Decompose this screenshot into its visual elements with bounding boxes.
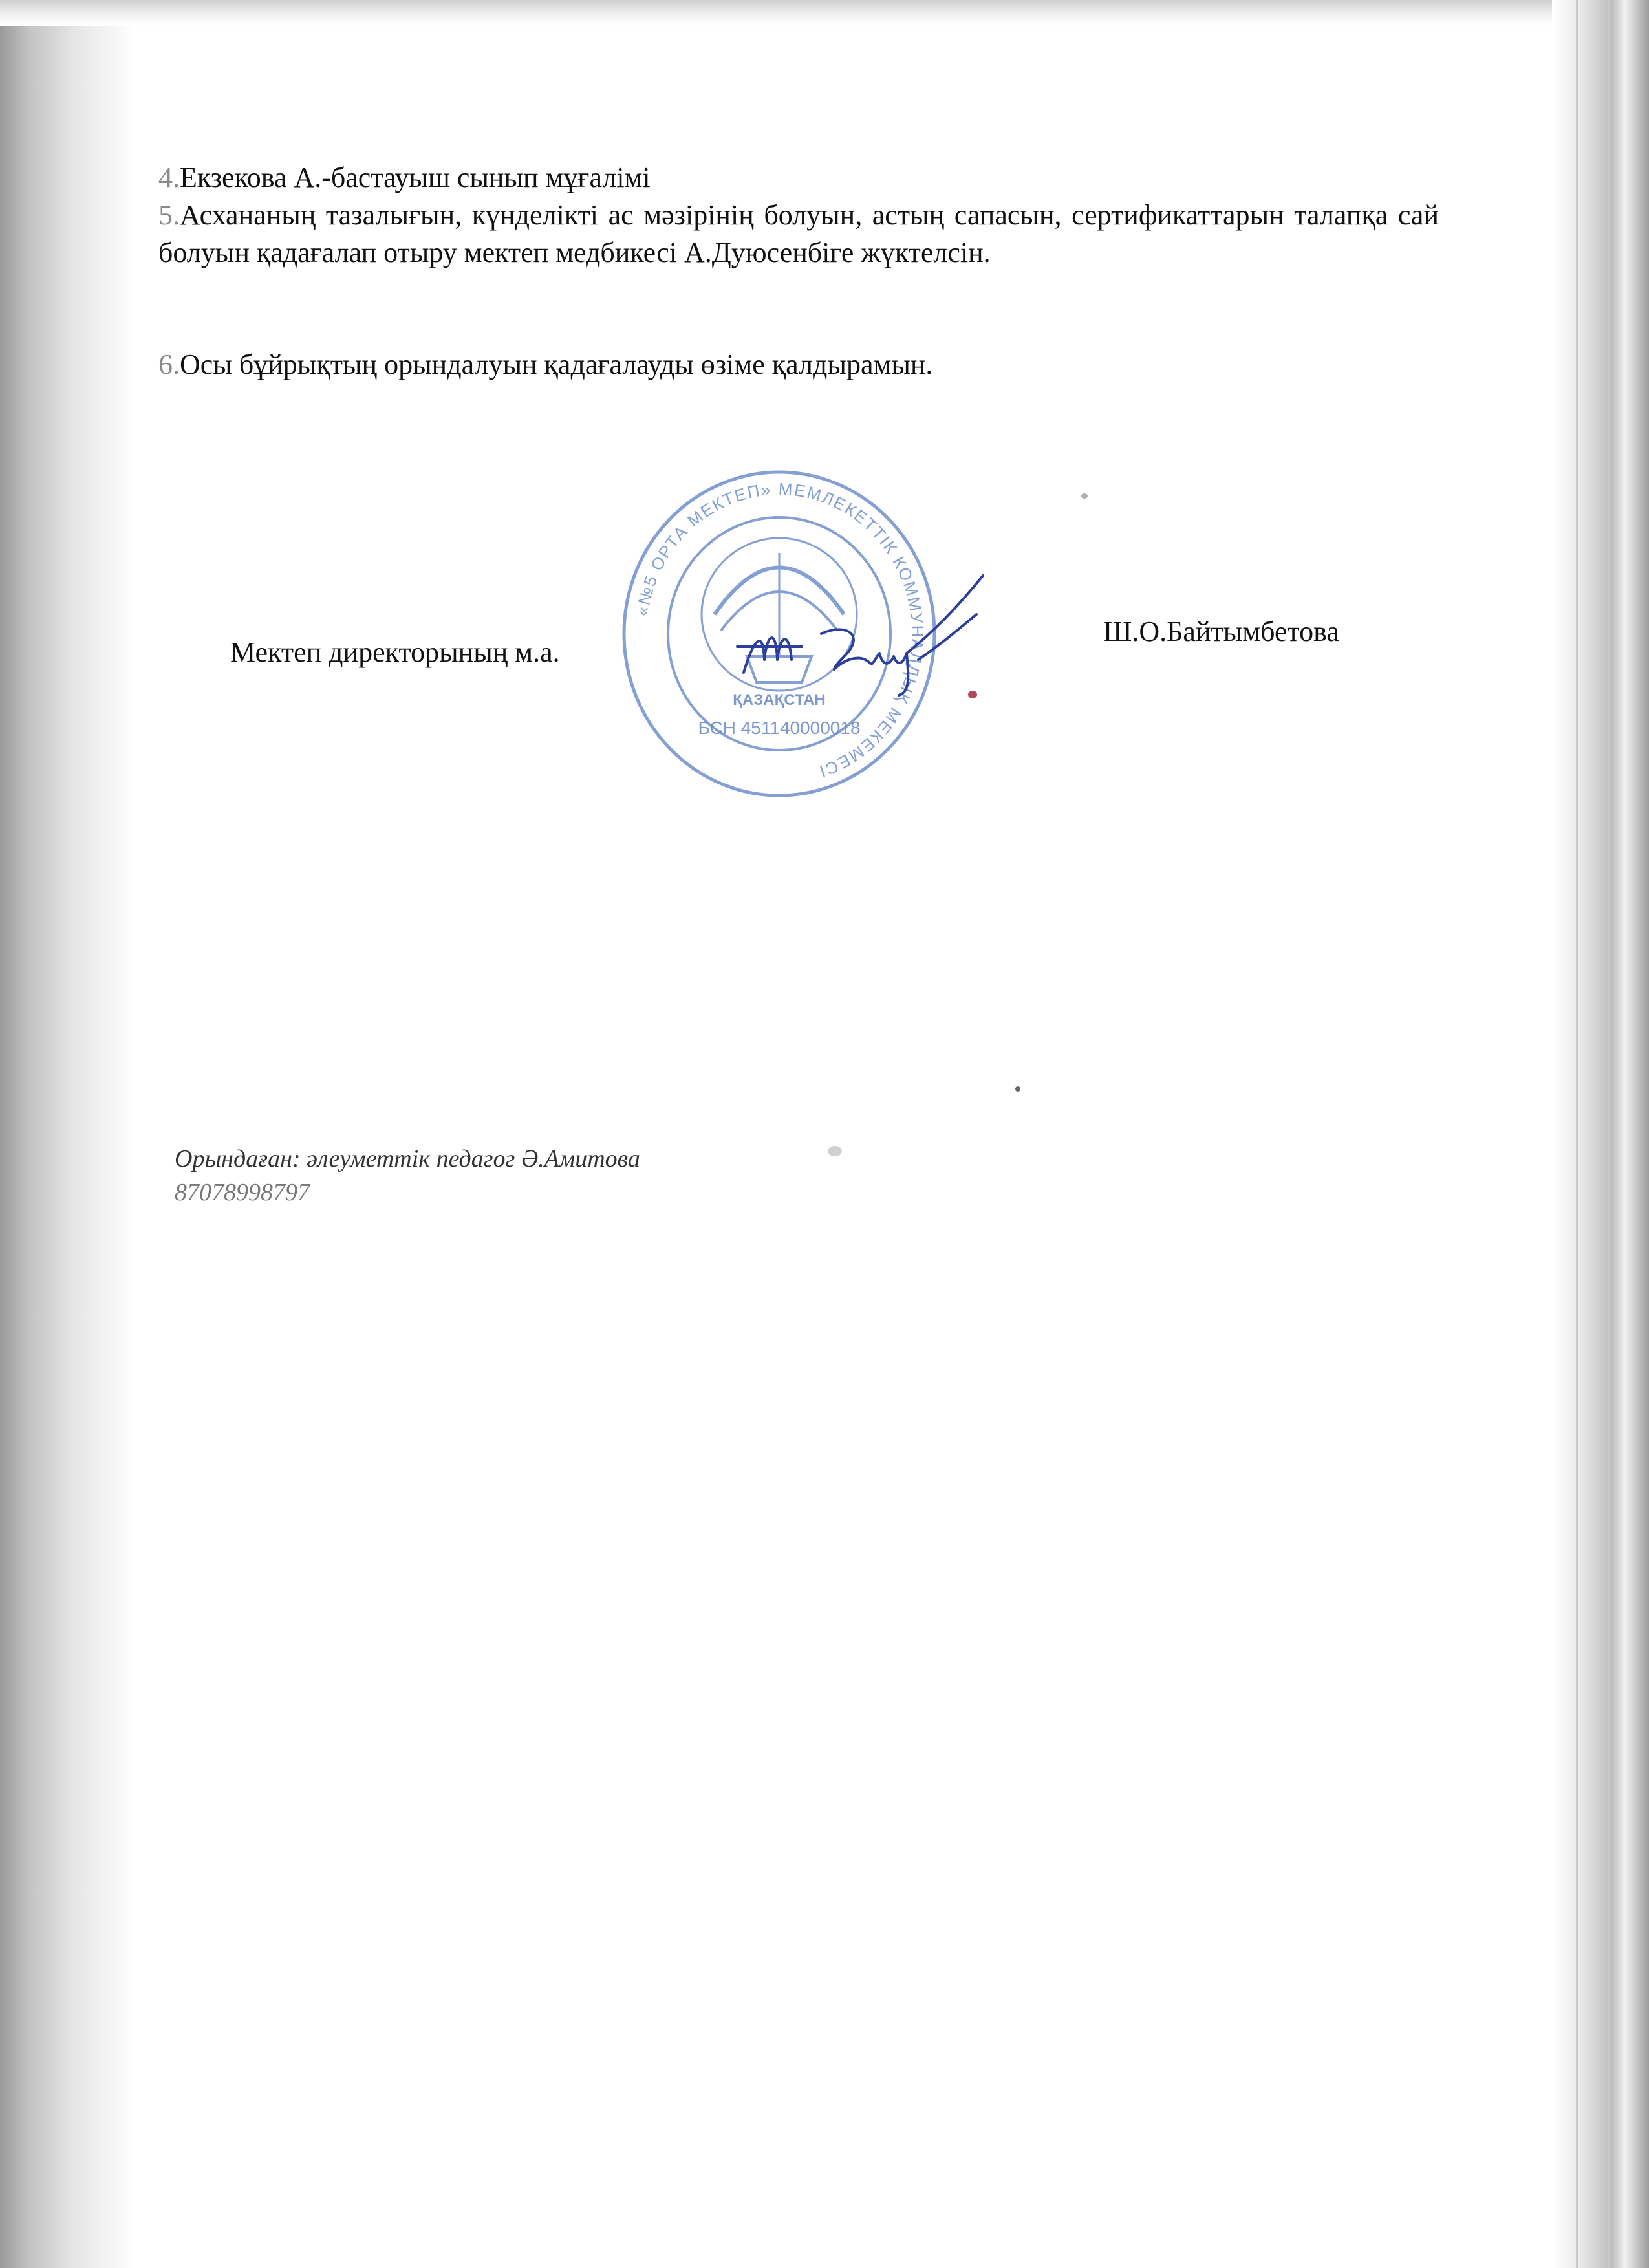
stamp-bin: БСН 451140000018 (698, 718, 861, 738)
signatory-title: Мектеп директорының м.а. (230, 636, 560, 668)
handwritten-signature (724, 563, 996, 705)
item-number: 4. (158, 162, 180, 193)
item-number: 6. (158, 349, 180, 380)
item-text: Екзекова А.-бастауыш сынып мұғалімі (180, 162, 651, 193)
page-edge-line (1576, 0, 1578, 2268)
signatory-name: Ш.О.Байтымбетова (1103, 616, 1339, 647)
scan-top-shadow (0, 0, 1649, 26)
page-edge-line (1608, 0, 1610, 2268)
stamp-ring-text: «№5 ОРТА МЕКТЕП» МЕМЛЕКЕТТІК КОММУНАЛДЫҚ МЕКЕМЕСІ (632, 479, 928, 782)
scan-speck (1081, 493, 1088, 499)
book-edge (1552, 0, 1649, 2268)
order-item-6 (158, 346, 1439, 383)
scan-gutter-shadow (0, 0, 136, 2268)
ink-mark (968, 691, 977, 698)
item-text: Осы бұйрықтың орындалуын қадағалауды өзіме қалдырамын. (180, 349, 933, 380)
order-item-5 (158, 197, 1439, 272)
order-item-4 (158, 159, 1439, 197)
scan-speck (1015, 1086, 1020, 1092)
item-text: Асхананың тазалығын, күнделікті ас мәзірінің болуын, астың сапасын, сертификаттарын талапқа сай болуын қадағалап отыру мектеп медбикесі А.Дуюсенбіге жүктелсін. (158, 199, 1439, 268)
executor-phone: 87078998797 (175, 1179, 310, 1206)
stamp-country: ҚАЗАҚСТАН (733, 691, 826, 709)
executor-note: Орындаған: әлеуметтік педагог Ә.Амитова (175, 1145, 640, 1172)
item-number: 5. (158, 199, 180, 231)
scan-speck (828, 1146, 842, 1156)
